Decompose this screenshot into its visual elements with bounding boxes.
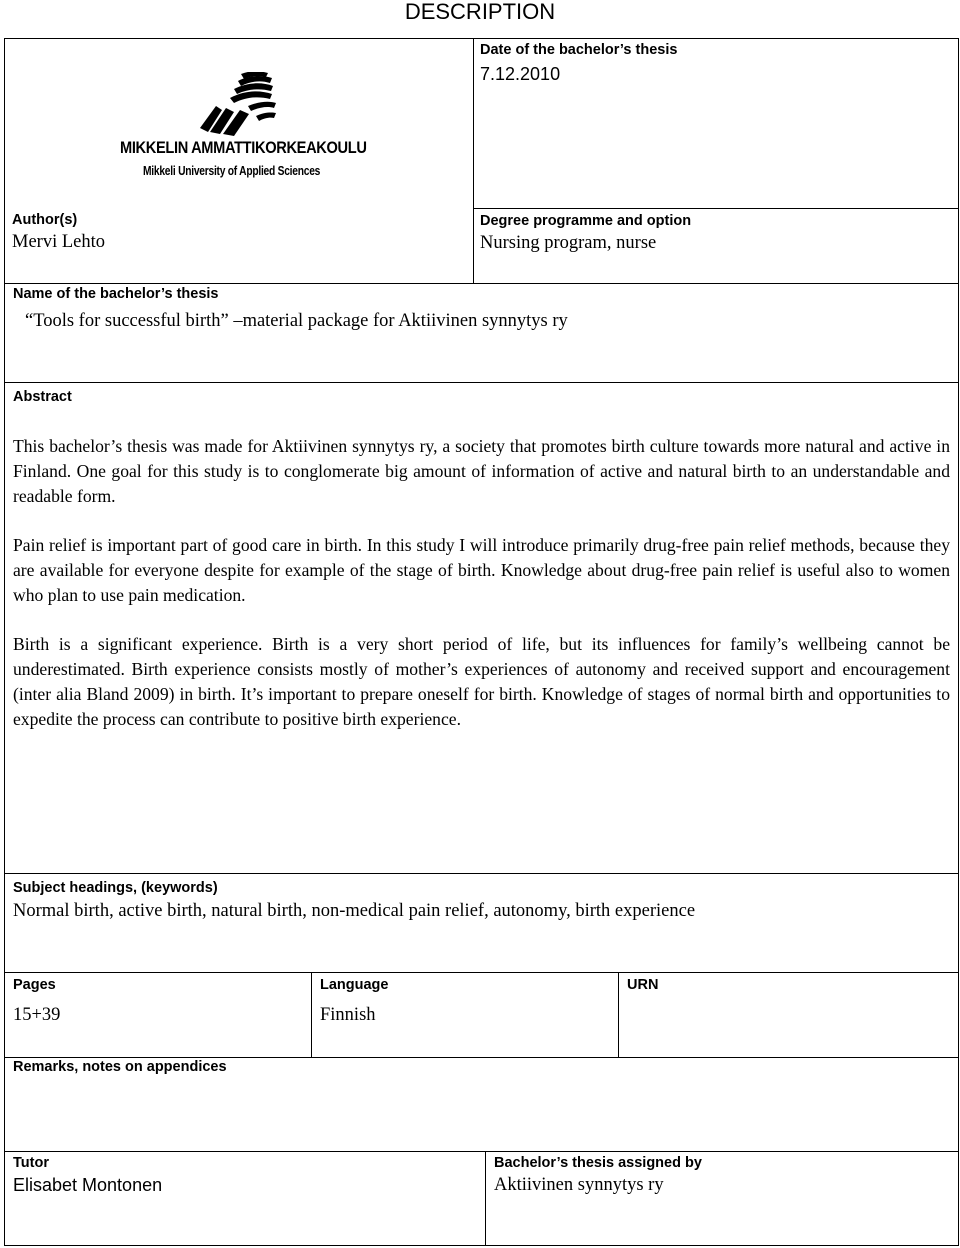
abstract-label: Abstract [13, 389, 72, 405]
degree-label: Degree programme and option [480, 213, 692, 229]
university-logo [110, 72, 367, 187]
date-cell [473, 38, 959, 209]
author-block [12, 212, 452, 254]
assigned-by-label: Bachelor’s thesis assigned by [494, 1155, 702, 1171]
tutor-cell [4, 1151, 486, 1246]
abstract-paragraph: Pain relief is important part of good care in birth. In this study I will introduce primarily drug-free pain relief methods, because they are available for everyone despite for example of the stage of birth. Knowledge about drug-free pain relief is useful also to women who plan to use pain medication. [13, 535, 950, 605]
urn-label: URN [627, 977, 659, 993]
pages-value: 15+39 [13, 1005, 61, 1025]
remarks-cell [4, 1057, 959, 1152]
language-value: Finnish [320, 1005, 376, 1025]
pages-cell [4, 972, 312, 1058]
assigned-by-cell [485, 1151, 959, 1246]
date-label: Date of the bachelor’s thesis [480, 42, 678, 58]
thesis-name-value: “Tools for successful birth” –material package for Aktiivinen synnytys ry [25, 311, 568, 331]
keywords-cell [4, 873, 959, 973]
urn-cell [618, 972, 959, 1058]
mamk-logo-icon [110, 72, 360, 138]
abstract-cell [4, 382, 959, 874]
keywords-label: Subject headings, (keywords) [13, 880, 218, 896]
page-title: DESCRIPTION [404, 0, 556, 24]
thesis-name-label: Name of the bachelor’s thesis [13, 286, 219, 302]
author-value: Mervi Lehto [12, 232, 105, 252]
thesis-name-cell [4, 283, 959, 383]
abstract-paragraph: Birth is a significant experience. Birth is a very short period of life, but its influences for family’s wellbeing cannot be underestimated. Birth experience consists mostly of mother’s experiences of autonomy and received support and encouragement (inter alia Bland 2009) in birth. It’s important to prepare oneself for birth. Knowledge of stages of normal birth and opportunities to expedite the process can contribute to positive birth experience. [13, 634, 950, 729]
pages-label: Pages [13, 977, 56, 993]
abstract-paragraph: This bachelor’s thesis was made for Aktiivinen synnytys ry, a society that promotes birth culture towards more natural and active in Finland. One goal for this study is to conglomerate big amount of information of active and natural birth to an understandable and readable form. [13, 436, 950, 506]
degree-value: Nursing program, nurse [480, 233, 657, 253]
remarks-label: Remarks, notes on appendices [13, 1059, 227, 1075]
tutor-value: Elisabet Montonen [13, 1175, 163, 1195]
logo-subtitle: Mikkeli University of Applied Sciences [143, 164, 321, 178]
author-label: Author(s) [12, 212, 78, 228]
logo-name: MIKKELIN AMMATTIKORKEAKOULU [120, 138, 367, 157]
keywords-value: Normal birth, active birth, natural birth, non-medical pain relief, autonomy, birth experience [13, 901, 696, 921]
language-cell [311, 972, 619, 1058]
assigned-by-value: Aktiivinen synnytys ry [494, 1175, 664, 1195]
language-label: Language [320, 977, 389, 993]
tutor-label: Tutor [13, 1155, 49, 1171]
degree-cell [473, 208, 959, 284]
date-value: 7.12.2010 [480, 64, 561, 84]
